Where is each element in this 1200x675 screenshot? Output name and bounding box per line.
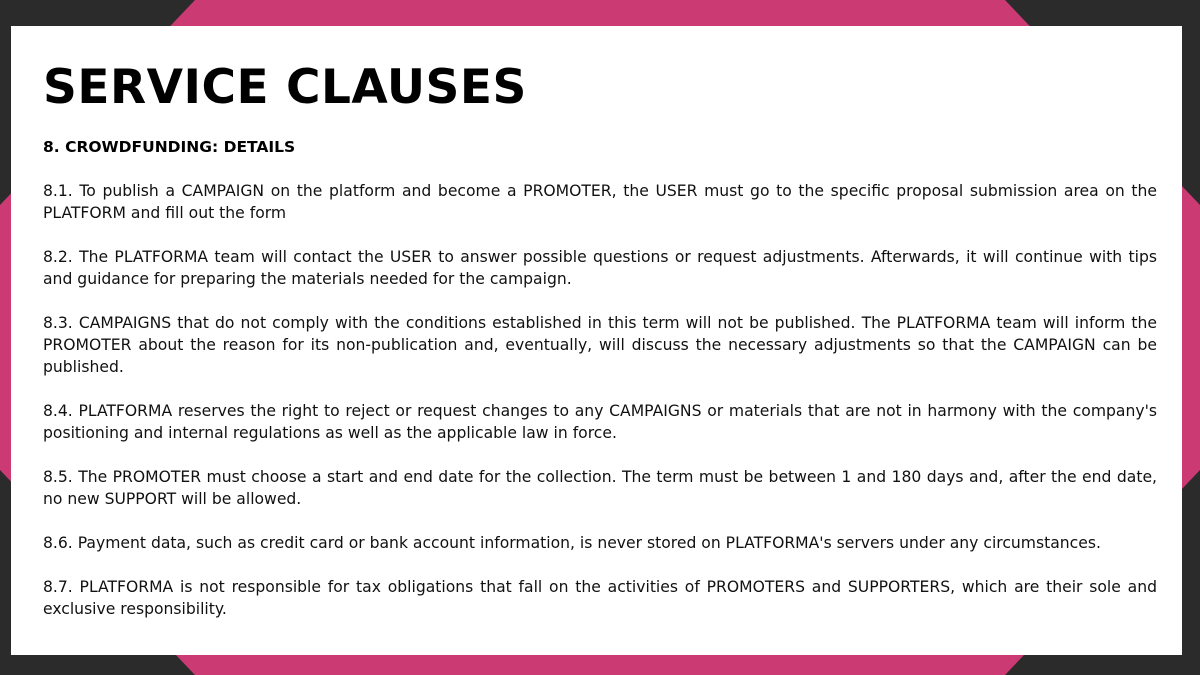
clause-item: 8.3. CAMPAIGNS that do not comply with the conditions established in this term will not be published. The PLATFORMA team will inform the PROMOTER about the reason for its non-publication and, eventually, will discuss the necessary adjustments so that the CAMPAIGN can be published. — [43, 314, 1157, 376]
page-title: SERVICE CLAUSES — [43, 60, 527, 115]
clause-item: 8.4. PLATFORMA reserves the right to reject or request changes to any CAMPAIGNS or materials that are not in harmony with the company's positioning and internal regulations as well as the applicable law in force. — [43, 402, 1157, 442]
clause-item: 8.1. To publish a CAMPAIGN on the platform and become a PROMOTER, the USER must go to the specific proposal submission area on the PLATFORM and fill out the form — [43, 182, 1157, 222]
content-card — [11, 26, 1182, 655]
clause-item: 8.6. Payment data, such as credit card or bank account information, is never stored on PLATFORMA's servers under any circumstances. — [43, 534, 1101, 552]
clause-item: 8.5. The PROMOTER must choose a start and end date for the collection. The term must be between 1 and 180 days and, after the end date, no new SUPPORT will be allowed. — [43, 468, 1157, 508]
clause-list — [43, 180, 1157, 620]
clause-item: 8.7. PLATFORMA is not responsible for tax obligations that fall on the activities of PROMOTERS and SUPPORTERS, which are their sole and exclusive responsibility. — [43, 578, 1157, 618]
clause-item: 8.2. The PLATFORMA team will contact the USER to answer possible questions or request adjustments. Afterwards, it will continue with tips and guidance for preparing the materials needed for the campaign. — [43, 248, 1157, 288]
section-heading: 8. CROWDFUNDING: DETAILS — [43, 138, 296, 156]
